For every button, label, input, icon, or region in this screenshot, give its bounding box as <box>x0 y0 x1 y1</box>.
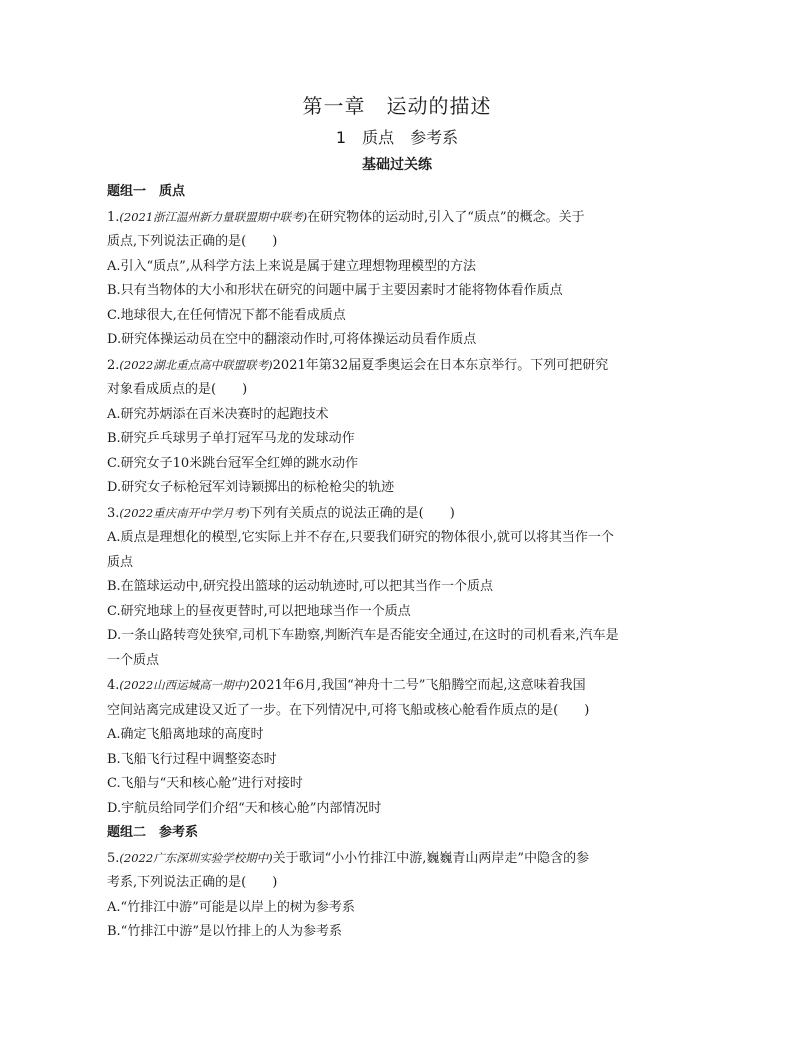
question-stem-text: 2021年6月,我国“神舟十二号”飞船腾空而起,这意味着我国 <box>249 678 586 693</box>
question-3-option-b: B.在篮球运动中,研究投出篮球的运动轨迹时,可以把其当作一个质点 <box>107 579 493 594</box>
question-source: (2022山西运城高一期中) <box>119 678 250 692</box>
question-2-stem-cont: 对象看成质点的是( ) <box>107 382 248 397</box>
question-4-option-d: D.宇航员给同学们介绍“天和核心舱”内部情况时 <box>107 800 382 816</box>
question-3-stem <box>107 501 687 527</box>
question-5-option-b: B.“竹排江中游”是以竹排上的人为参考系 <box>107 924 342 939</box>
question-source: (2022广东深圳实验学校期中) <box>119 850 273 865</box>
question-4-option-b: B.飞船飞行过程中调整姿态时 <box>107 751 277 767</box>
question-5-stem-cont: 考系,下列说法正确的是( ) <box>107 875 278 890</box>
group-title-1: 题组一 质点 <box>107 184 186 199</box>
group-title-2: 题组二 参考系 <box>107 825 199 840</box>
question-content <box>107 180 687 945</box>
question-4-option-a: A.确定飞船离地球的高度时 <box>107 727 264 742</box>
question-4-stem <box>107 673 687 699</box>
question-3-option-a-cont: 质点 <box>107 554 134 570</box>
question-1-stem-cont: 质点,下列说法正确的是( ) <box>107 234 278 249</box>
question-1-option-d: D.研究体操运动员在空中的翻滚动作时,可将体操运动员看作质点 <box>107 332 477 347</box>
question-3-option-c: C.研究地球上的昼夜更替时,可以把地球当作一个质点 <box>107 603 411 619</box>
question-2-option-a: A.研究苏炳添在百米决赛时的起跑技术 <box>107 406 329 422</box>
subsection-title: 基础过关练 <box>362 157 432 173</box>
question-stem-text: 2021年第32届夏季奥运会在日本东京举行。下列可把研究 <box>272 357 609 373</box>
question-2-stem <box>107 353 687 379</box>
question-number: 1. <box>107 209 120 225</box>
question-3-option-a: A.质点是理想化的模型,它实际上并不存在,只要我们研究的物体很小,就可以将其当作一个 <box>107 530 614 545</box>
question-source: (2022重庆南开中学月考) <box>119 505 250 520</box>
question-2-option-d: D.研究女子标枪冠军刘诗颖掷出的标枪枪尖的轨迹 <box>107 480 395 495</box>
question-5-option-a: A.“竹排江中游”可能是以岸上的树为参考系 <box>107 899 355 915</box>
question-stem-text: 关于歌词“小小竹排江中游,巍巍青山两岸走”中隐含的参 <box>272 850 590 866</box>
question-number: 4. <box>107 678 120 693</box>
question-stem-text: 在研究物体的运动时,引入了“质点”的概念。关于 <box>307 209 585 225</box>
question-5-stem <box>107 846 687 872</box>
question-stem-text: 下列有关质点的说法正确的是( ) <box>249 505 455 521</box>
question-2-option-b: B.研究乒乓球男子单打冠军马龙的发球动作 <box>107 431 355 446</box>
question-number: 5. <box>107 850 120 866</box>
question-1-option-c: C.地球很大,在任何情况下都不能看成质点 <box>107 307 346 323</box>
question-number: 3. <box>107 505 120 521</box>
question-4-stem-cont: 空间站离完成建设又近了一步。在下列情况中,可将飞船或核心舱看作质点的是( ) <box>107 702 590 718</box>
question-3-option-d: D.一条山路转弯处狭窄,司机下车勘察,判断汽车是否能安全通过,在这时的司机看来,汽车是 <box>107 628 619 643</box>
section-title: 1 质点 参考系 <box>335 128 459 147</box>
question-4-option-c: C.飞船与“天和核心舱”进行对接时 <box>107 776 303 791</box>
question-1-option-a: A.引入“质点”,从科学方法上来说是属于建立理想物理模型的方法 <box>107 258 476 274</box>
question-source: (2022湖北重点高中联盟联考) <box>119 357 273 372</box>
question-source: (2021浙江温州新力量联盟期中联考) <box>119 209 308 224</box>
question-3-option-d-cont: 一个质点 <box>107 652 160 668</box>
question-1-stem <box>107 205 687 231</box>
chapter-title: 第一章 运动的描述 <box>302 94 492 118</box>
question-1-option-b: B.只有当物体的大小和形状在研究的问题中属于主要因素时才能将物体看作质点 <box>107 283 563 298</box>
question-2-option-c: C.研究女子10米跳台冠军全红婵的跳水动作 <box>107 455 359 471</box>
question-number: 2. <box>107 357 120 373</box>
